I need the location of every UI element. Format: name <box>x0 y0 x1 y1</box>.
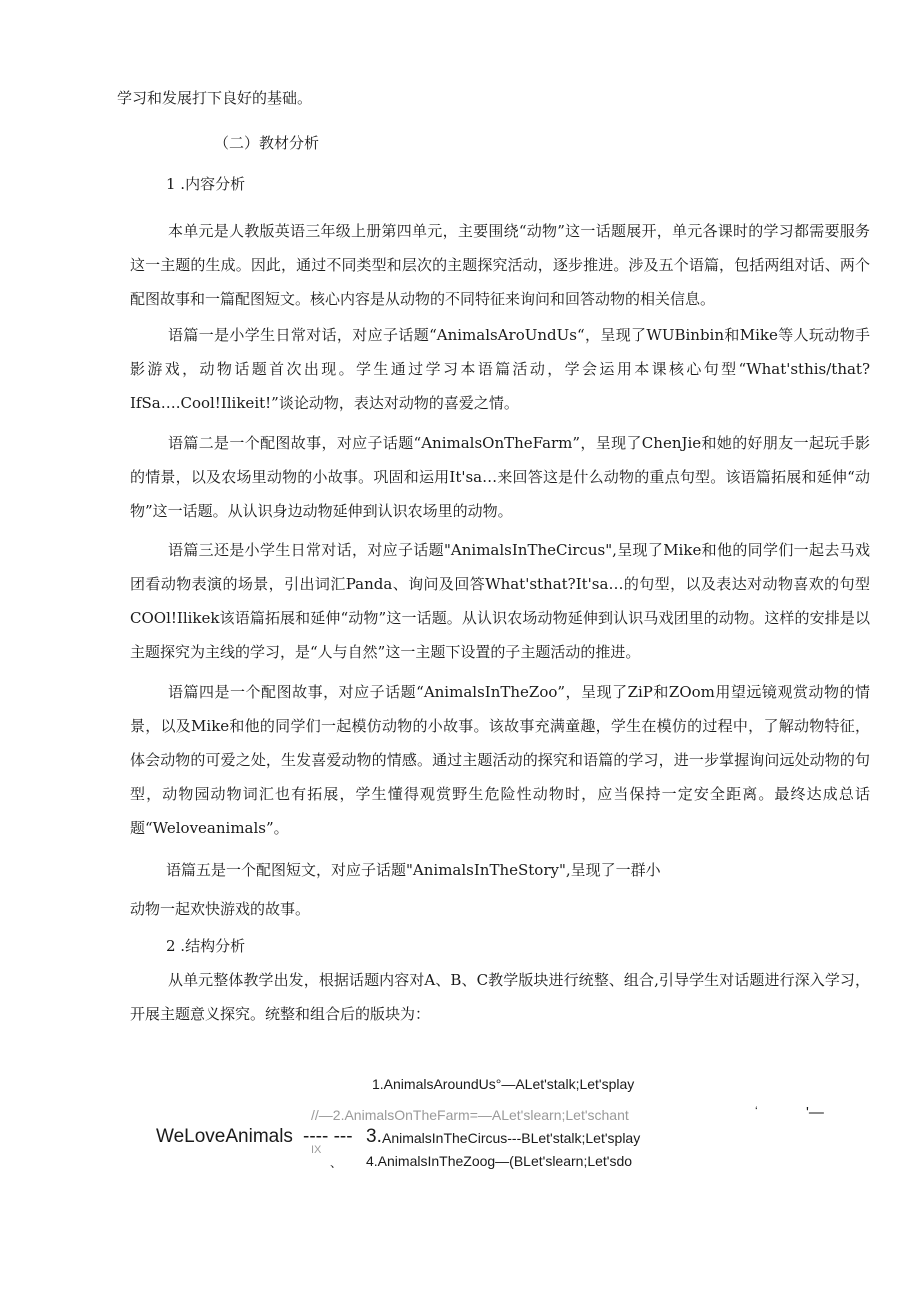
subsection-heading-content: 1 .内容分析 <box>166 175 246 193</box>
diagram-root-label: WeLoveAnimals <box>156 1126 293 1147</box>
subsection-heading-structure: 2 .结构分析 <box>166 937 246 955</box>
diagram-branch-2: //—2.AnimalsOnTheFarm=—ALet'slearn;Let'schant <box>311 1107 629 1123</box>
diagram-mark-1: 、 <box>330 1156 343 1170</box>
paragraph-text-three: 语篇三还是小学生日常对话，对应子话题"AnimalsInTheCircus",呈现了Mike和他的同学们一起去马戏团看动物表演的场景，引出词汇Panda、询问及回答What'sthat?It'sa…的句型，以及表达对动物喜欢的句型COOl!Ilikek该语篇拓展和延伸“动物”这一话题。从认识农场动物延伸到认识马戏团里的动物。这样的安排是以主题探究为主线的学习，是“人与自然”这一主题下设置的子主题活动的推进。 <box>130 541 870 661</box>
diagram-branch-3: AnimalsInTheCircus---BLet'stalk;Let'splay <box>382 1130 641 1146</box>
diagram-branch-4: 4.AnimalsInTheZoog—(BLet'slearn;Let'sdo <box>366 1153 633 1169</box>
paragraph-text-four: 语篇四是一个配图故事，对应子话题“AnimalsInTheZoo”，呈现了ZiP和ZOom用望远镜观赏动物的情景，以及Mike和他的同学们一起模仿动物的小故事。该故事充满童趣，学生在模仿的过程中，了解动物特征，体会动物的可爱之处，生发喜爱动物的情感。通过主题活动的探究和语篇的学习，进一步掌握询问远处动物的句型，动物园动物词汇也有拓展，学生懂得观赏野生危险性动物时，应当保持一定安全距离。最终达成总话题“Weloveanimals”。 <box>130 683 870 837</box>
paragraph-text-two: 语篇二是一个配图故事，对应子话题“AnimalsOnTheFarm”，呈现了ChenJie和她的好朋友一起玩手影的情景，以及农场里动物的小故事。巩固和运用It'sa…来回答这是什么动物的重点句型。该语篇拓展和延伸“动物”这一话题。从认识身边动物延伸到认识农场里的动物。 <box>130 434 870 520</box>
paragraph-structure: 从单元整体教学出发，根据话题内容对A、B、C教学版块进行统整、组合,引导学生对话题进行深入学习，开展主题意义探究。统整和组合后的版块为： <box>130 971 870 1023</box>
structure-diagram <box>0 1060 920 1180</box>
paragraph-text-one: 语篇一是小学生日常对话，对应子话题“AnimalsAroUndUs“，呈现了WUBinbin和Mike等人玩动物手影游戏，动物话题首次出现。学生通过学习本语篇活动，学会运用本课核心句型“What'sthis/that?IfSa….Cool!Ilikeit!”谈论动物，表达对动物的喜爱之情。 <box>130 326 870 412</box>
paragraph-text-five-line1: 语篇五是一个配图短文，对应子话题"AnimalsInTheStory",呈现了一群小 <box>166 861 661 879</box>
diagram-root-dashes: ---- --- <box>303 1126 353 1147</box>
diagram-mark-2: ‘ <box>755 1104 758 1118</box>
paragraph-text-five-line2: 动物一起欢快游戏的故事。 <box>130 900 311 918</box>
diagram-branch-1: 1.AnimalsAroundUs°—ALet'stalk;Let'splay <box>372 1076 635 1092</box>
section-heading: （二）教材分析 <box>214 134 320 152</box>
intro-tail-text: 学习和发展打下良好的基础。 <box>117 89 313 107</box>
diagram-mark-ix: IX <box>311 1144 322 1156</box>
diagram-mark-3: '— <box>806 1104 824 1121</box>
paragraph-overview: 本单元是人教版英语三年级上册第四单元，主要围绕“动物”这一话题展开，单元各课时的学习都需要服务这一主题的生成。因此，通过不同类型和层次的主题探究活动，逐步推进。涉及五个语篇，包括两组对话、两个配图故事和一篇配图短文。核心内容是从动物的不同特征来询问和回答动物的相关信息。 <box>130 222 870 308</box>
diagram-branch-3-number: 3. <box>366 1126 382 1147</box>
